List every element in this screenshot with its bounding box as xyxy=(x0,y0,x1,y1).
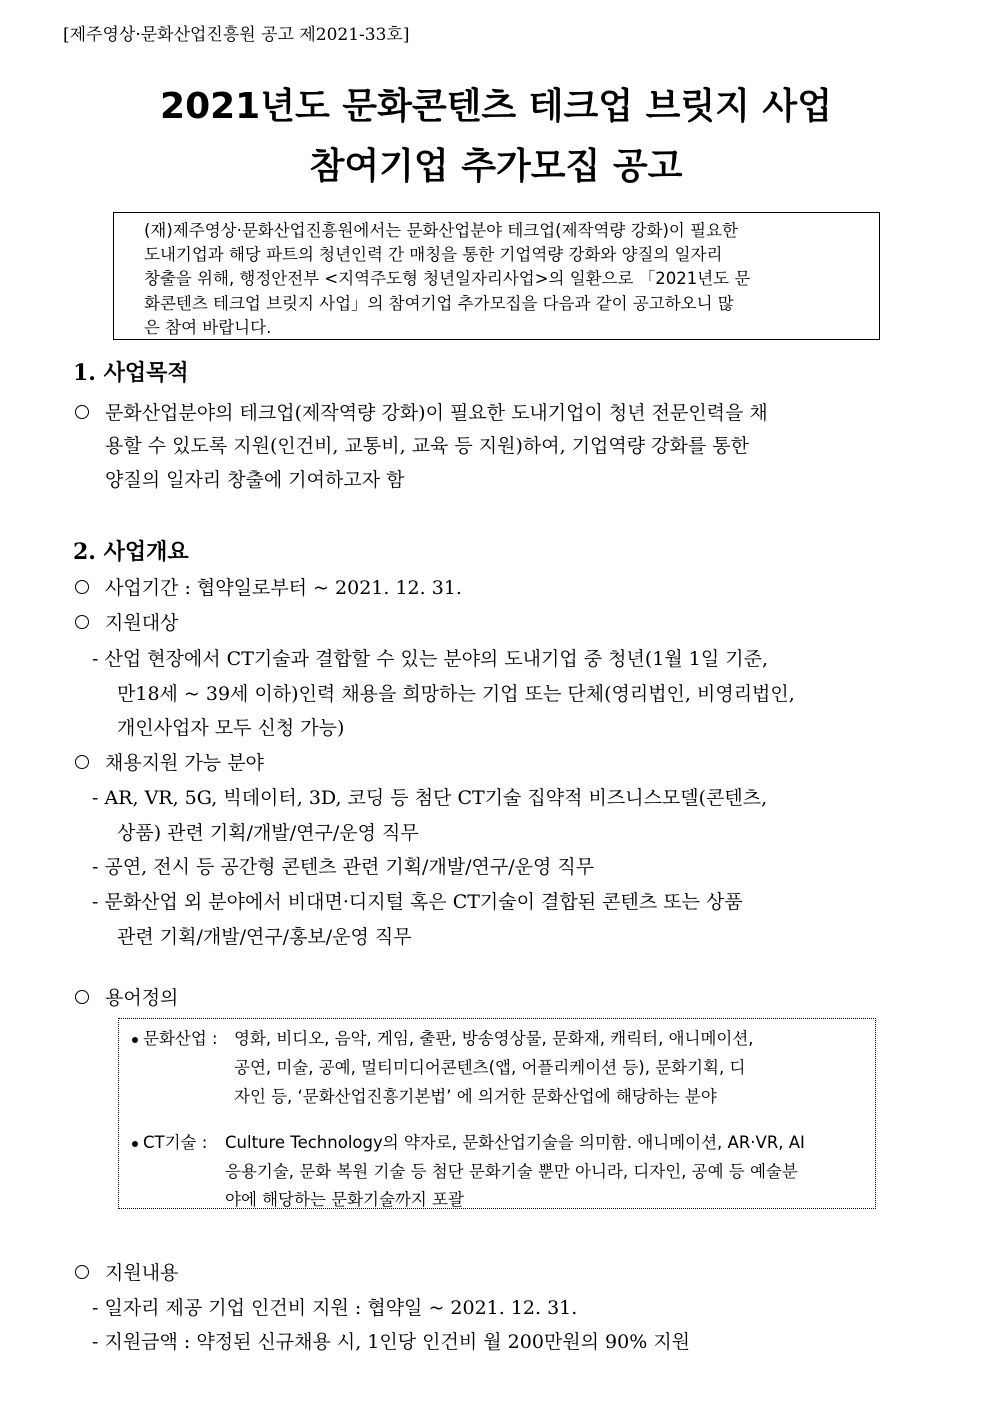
fields-label: 채용지원 가능 분야 xyxy=(105,752,264,774)
culture-industry-term xyxy=(132,1025,218,1049)
intro-line: 창출을 위해, 행정안전부 <지역주도형 청년일자리사업>의 일환으로 「2021년도 문 xyxy=(144,269,751,288)
circle-bullet-icon xyxy=(75,1265,89,1279)
culture-industry-label: 문화산업 : xyxy=(143,1029,218,1048)
section-heading-overview: 2. 사업개요 xyxy=(73,539,189,565)
support-line: - 일자리 제공 기업 인건비 지원 : 협약일 ~ 2021. 12. 31. xyxy=(92,1297,578,1319)
ct-technology-term xyxy=(132,1129,207,1153)
target-label: 지원대상 xyxy=(105,612,179,634)
target-line: 개인사업자 모두 신청 가능) xyxy=(117,717,345,739)
fields-line: 관련 기획/개발/연구/홍보/운영 직무 xyxy=(117,926,412,948)
intro-line: 도내기업과 해당 파트의 청년인력 간 매칭을 통한 기업역량 강화와 양질의 일자리 xyxy=(144,245,723,264)
ct-technology-definition: Culture Technology의 약자로, 문화산업기술을 의미함. 애니메이션, AR·VR, AI xyxy=(225,1133,805,1152)
ct-technology-definition: 응용기술, 문화 복원 기술 등 첨단 문화기술 뿐만 아니라, 디자인, 공예 등 예술분 xyxy=(225,1162,798,1181)
circle-bullet-icon xyxy=(75,615,89,629)
circle-bullet-icon xyxy=(75,405,89,419)
terms-label: 용어정의 xyxy=(105,987,179,1009)
bullet-dot-icon xyxy=(132,1037,138,1043)
culture-industry-definition: 영화, 비디오, 음악, 게임, 출판, 방송영상물, 문화재, 캐릭터, 애니메이션, xyxy=(234,1029,754,1048)
page-title-line1: 2021년도 문화콘텐츠 테크업 브릿지 사업 xyxy=(160,86,832,127)
purpose-line: 양질의 일자리 창출에 기여하고자 함 xyxy=(105,469,405,491)
ct-technology-definition: 야에 해당하는 문화기술까지 포괄 xyxy=(225,1190,464,1209)
circle-bullet-icon xyxy=(75,755,89,769)
intro-line: 화콘텐츠 테크업 브릿지 사업」의 참여기업 추가모집을 다음과 같이 공고하오니 많 xyxy=(144,294,734,313)
intro-line: 은 참여 바랍니다. xyxy=(144,318,272,337)
intro-box xyxy=(113,212,880,340)
target-line: 만18세 ~ 39세 이하)인력 채용을 희망하는 기업 또는 단체(영리법인, 비영리법인, xyxy=(117,683,795,705)
section-heading-purpose: 1. 사업목적 xyxy=(73,360,189,386)
purpose-line: 용할 수 있도록 지원(인건비, 교통비, 교육 등 지원)하여, 기업역량 강화를 통한 xyxy=(105,435,749,457)
terms-definition-box xyxy=(118,1018,876,1209)
intro-line: (재)제주영상·문화산업진흥원에서는 문화산업분야 테크업(제작역량 강화)이 필요한 xyxy=(144,221,738,240)
circle-bullet-icon xyxy=(75,990,89,1004)
support-label: 지원내용 xyxy=(105,1262,179,1284)
bullet-dot-icon xyxy=(132,1141,138,1147)
fields-line: - 문화산업 외 분야에서 비대면·디지털 혹은 CT기술이 결합된 콘텐츠 또는 상품 xyxy=(92,891,743,913)
fields-line: - AR, VR, 5G, 빅데이터, 3D, 코딩 등 첨단 CT기술 집약적 비즈니스모델(콘텐츠, xyxy=(92,787,768,809)
fields-line: 상품) 관련 기획/개발/연구/운영 직무 xyxy=(117,822,419,844)
culture-industry-definition: 자인 등, ‘문화산업진흥기본법’ 에 의거한 문화산업에 해당하는 분야 xyxy=(234,1087,717,1106)
target-line: - 산업 현장에서 CT기술과 결합할 수 있는 분야의 도내기업 중 청년(1월 1일 기준, xyxy=(92,648,769,670)
business-period: 사업기간 : 협약일로부터 ~ 2021. 12. 31. xyxy=(105,577,462,599)
support-line: - 지원금액 : 약정된 신규채용 시, 1인당 인건비 월 200만원의 90% 지원 xyxy=(92,1331,691,1353)
page-title-line2: 참여기업 추가모집 공고 xyxy=(309,146,683,187)
notice-number: [제주영상·문화산업진흥원 공고 제2021-33호] xyxy=(63,25,410,45)
culture-industry-definition: 공연, 미술, 공예, 멀티미디어콘텐츠(앱, 어플리케이션 등), 문화기획, 디 xyxy=(234,1058,746,1077)
purpose-line: 문화산업분야의 테크업(제작역량 강화)이 필요한 도내기업이 청년 전문인력을 채 xyxy=(105,402,768,424)
ct-technology-label: CT기술 : xyxy=(143,1133,208,1152)
fields-line: - 공연, 전시 등 공간형 콘텐츠 관련 기획/개발/연구/운영 직무 xyxy=(92,856,595,878)
circle-bullet-icon xyxy=(75,580,89,594)
